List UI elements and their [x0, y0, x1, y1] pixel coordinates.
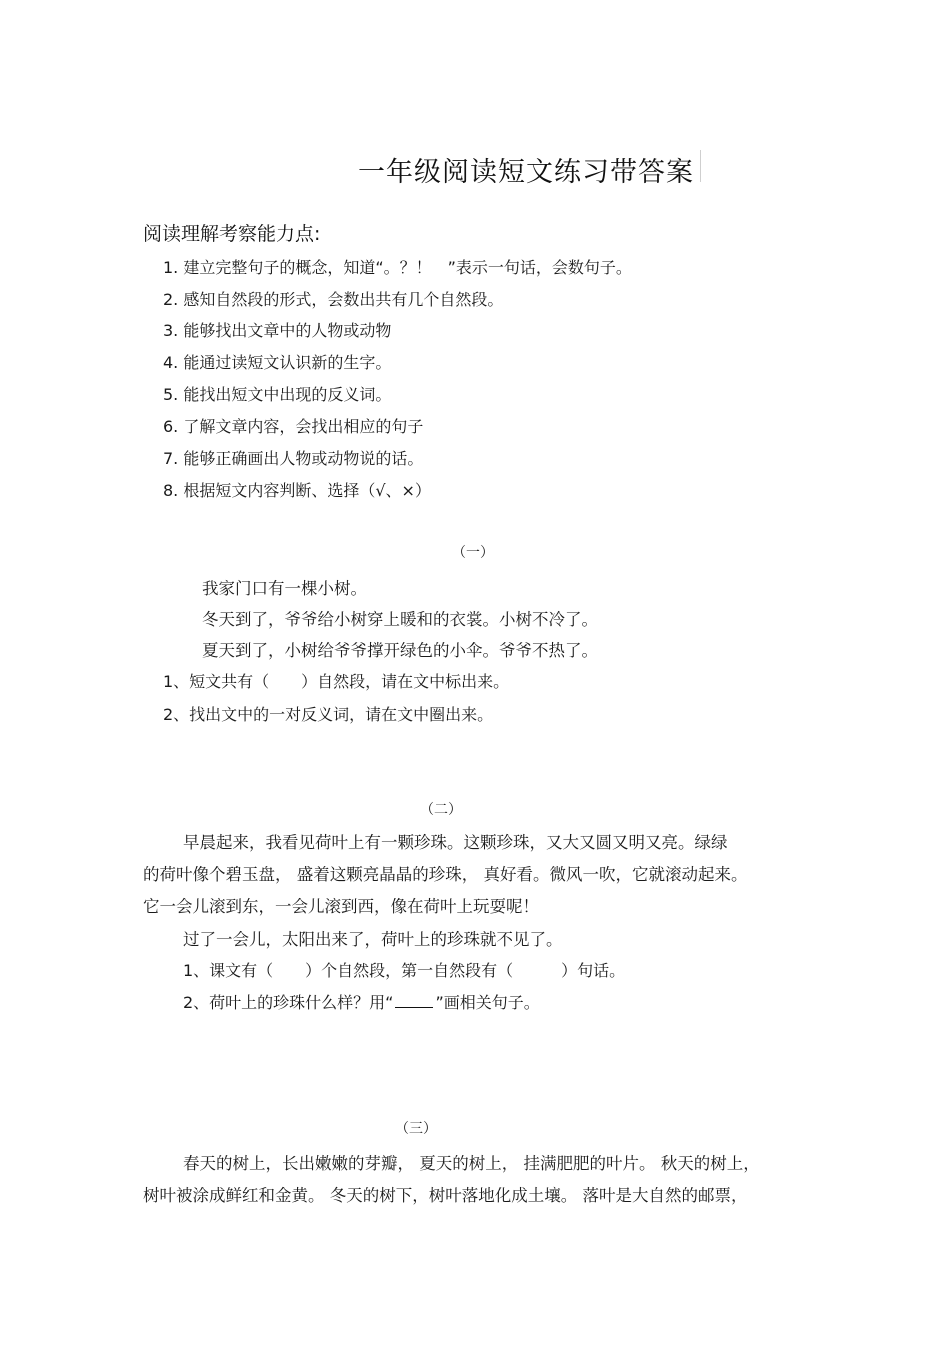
section2-paragraph-line: 的荷叶像个碧玉盘， 盛着这颗亮晶晶的珍珠， 真好看。微风一吹，它就滚动起来。: [143, 865, 748, 884]
ability-item: 5. 能找出短文中出现的反义词。: [163, 385, 392, 404]
ability-item: 3. 能够找出文章中的人物或动物: [163, 321, 392, 340]
section3-paragraph-line: 春天的树上，长出嫩嫩的芽瓣， 夏天的树上， 挂满肥肥的叶片。 秋天的树上，: [183, 1154, 760, 1173]
ability-item: 7. 能够正确画出人物或动物说的话。: [163, 449, 424, 468]
section2-paragraph-line: 早晨起来，我看见荷叶上有一颗珍珠。这颗珍珠，又大又圆又明又亮。绿绿: [183, 833, 728, 852]
section1-paragraph: 夏天到了，小树给爷爷撑开绿色的小伞。爷爷不热了。: [202, 641, 598, 660]
document-title: 一年级阅读短文练习带答案: [358, 157, 694, 188]
ability-item: 6. 了解文章内容，会找出相应的句子: [163, 417, 424, 436]
ability-item: 1. 建立完整句子的概念，知道“。？！ ”表示一句话，会数句子。: [163, 258, 632, 277]
question-prefix: 2、荷叶上的珍珠什么样？用“: [183, 993, 394, 1012]
ability-item: 4. 能通过读短文认识新的生字。: [163, 353, 392, 372]
section1-question: 1、短文共有（ ）自然段，请在文中标出来。: [163, 672, 510, 691]
section2-question: 1、课文有（ ）个自然段，第一自然段有（ ）句话。: [183, 961, 626, 980]
answer-blank: [395, 993, 433, 1008]
section-title: （一）: [452, 545, 494, 561]
title-divider: [700, 150, 701, 182]
ability-heading: 阅读理解考察能力点:: [143, 223, 321, 245]
section3-paragraph-line: 树叶被涂成鲜红和金黄。 冬天的树下，树叶落地化成土壤。 落叶是大自然的邮票，: [143, 1186, 748, 1205]
section1-paragraph: 我家门口有一棵小树。: [202, 579, 367, 598]
section-title: （三）: [395, 1121, 437, 1137]
question-suffix: ”画相关句子。: [435, 993, 540, 1012]
section1-paragraph: 冬天到了，爷爷给小树穿上暖和的衣裳。小树不冷了。: [202, 610, 598, 629]
ability-item: 8. 根据短文内容判断、选择（√、×）: [163, 481, 431, 500]
section2-question: [183, 990, 540, 1013]
section1-question: 2、找出文中的一对反义词，请在文中圈出来。: [163, 705, 494, 724]
section-title: （二）: [420, 802, 462, 818]
section2-paragraph-line: 它一会儿滚到东，一会儿滚到西，像在荷叶上玩耍呢！: [143, 897, 539, 916]
ability-item: 2. 感知自然段的形式，会数出共有几个自然段。: [163, 290, 504, 309]
section2-paragraph-line: 过了一会儿，太阳出来了，荷叶上的珍珠就不见了。: [183, 930, 563, 949]
